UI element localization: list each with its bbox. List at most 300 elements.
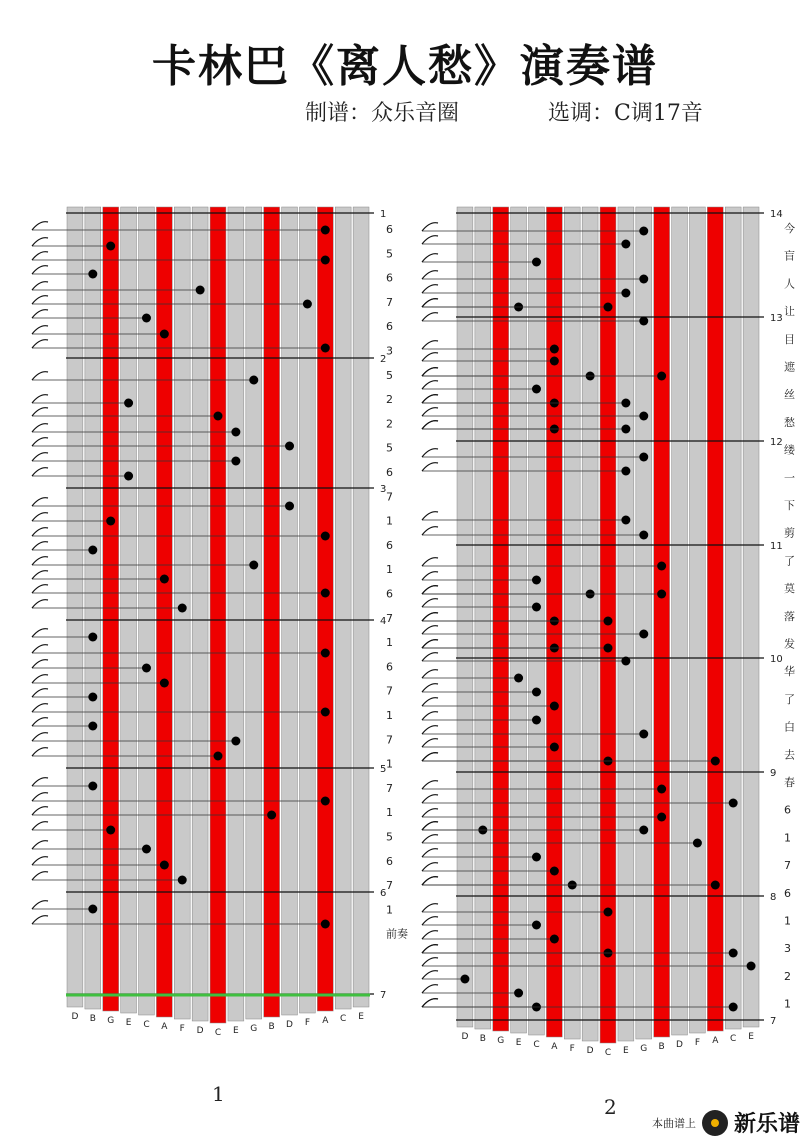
kalimba-key — [335, 207, 351, 1009]
key-label: D — [676, 1040, 683, 1050]
kalimba-key — [636, 207, 652, 1039]
rhythm-flag — [32, 857, 48, 865]
note-dot — [532, 603, 541, 612]
kalimba-key — [139, 207, 155, 1015]
lyric-char: 盲 — [784, 249, 795, 263]
key-label: B — [268, 1022, 275, 1032]
rhythm-flag — [422, 712, 438, 720]
key-label: E — [515, 1038, 522, 1048]
lyric-char: 1 — [784, 914, 791, 928]
note-dot — [321, 256, 330, 265]
kalimba-key — [156, 207, 172, 1017]
rhythm-flag — [32, 408, 48, 416]
bar-number: 8 — [770, 892, 777, 903]
rhythm-flag — [32, 718, 48, 726]
rhythm-flag — [422, 341, 438, 349]
note-dot — [639, 630, 648, 639]
bar-number: 6 — [380, 888, 387, 899]
right-note: 5 — [386, 441, 393, 455]
note-dot — [124, 399, 133, 408]
rhythm-flag — [32, 571, 48, 579]
lyric-char: 让 — [784, 305, 795, 319]
rhythm-flag — [422, 527, 438, 535]
right-note: 7 — [386, 295, 393, 309]
note-dot — [604, 617, 613, 626]
note-dot — [321, 649, 330, 658]
right-note: 5 — [386, 830, 393, 844]
rhythm-flag — [422, 381, 438, 389]
note-dot — [303, 300, 312, 309]
sheet-2 — [422, 207, 796, 1058]
note-dot — [729, 1003, 738, 1012]
bar-number: 12 — [770, 437, 783, 448]
rhythm-flag — [422, 945, 438, 953]
right-note: 3 — [386, 344, 393, 358]
rhythm-flag — [32, 424, 48, 432]
note-dot — [142, 845, 151, 854]
lyric-char: 春 — [784, 776, 795, 789]
kalimba-key — [672, 207, 688, 1035]
rhythm-flag — [422, 640, 438, 648]
note-dot — [621, 399, 630, 408]
key-label: C — [340, 1014, 347, 1024]
note-dot — [88, 633, 97, 642]
rhythm-flag — [32, 453, 48, 461]
note-dot — [321, 532, 330, 541]
key-label: B — [479, 1034, 486, 1044]
rhythm-flag — [32, 252, 48, 260]
rhythm-flag — [422, 558, 438, 566]
rhythm-flag — [422, 985, 438, 993]
right-note: 2 — [386, 393, 393, 407]
note-dot — [532, 853, 541, 862]
rhythm-flag — [422, 684, 438, 692]
note-dot — [160, 861, 169, 870]
note-dot — [142, 314, 151, 323]
note-dot — [729, 799, 738, 808]
rhythm-flag — [422, 849, 438, 857]
rhythm-flag — [422, 285, 438, 293]
lyric-char: 剪 — [784, 526, 795, 540]
right-note: 7 — [386, 684, 393, 698]
note-dot — [657, 562, 666, 571]
note-dot — [604, 908, 613, 917]
note-dot — [532, 258, 541, 267]
lyric-char: 6 — [784, 803, 791, 817]
rhythm-flag — [422, 353, 438, 361]
right-note: 6 — [386, 538, 393, 552]
bar-number: 2 — [380, 354, 387, 365]
rhythm-flag — [422, 599, 438, 607]
key-label: A — [712, 1036, 719, 1046]
rhythm-flag — [422, 408, 438, 416]
kalimba-key — [264, 207, 280, 1017]
rhythm-flag — [422, 313, 438, 321]
bar-number: 11 — [770, 541, 783, 552]
kalimba-key — [618, 207, 634, 1041]
lyric-char: 了 — [784, 554, 795, 568]
page-title: 卡林巴《离人愁》演奏谱 — [152, 41, 658, 92]
note-dot — [711, 881, 720, 890]
key-label: A — [161, 1022, 168, 1032]
note-dot — [550, 743, 559, 752]
note-dot — [550, 702, 559, 711]
right-note: 2 — [386, 417, 393, 431]
rhythm-flag — [422, 904, 438, 912]
rhythm-flag — [32, 266, 48, 274]
note-dot — [657, 813, 666, 822]
record-icon — [702, 1110, 728, 1136]
rhythm-flag — [422, 586, 438, 594]
rhythm-flag — [32, 807, 48, 815]
right-note: 前奏 — [386, 927, 408, 941]
rhythm-flag — [32, 901, 48, 909]
note-dot — [729, 949, 738, 958]
rhythm-flag — [32, 704, 48, 712]
kalimba-key — [317, 207, 333, 1011]
key-label: G — [250, 1024, 258, 1034]
rhythm-flag — [422, 781, 438, 789]
key-label: A — [322, 1016, 329, 1026]
right-note: 6 — [386, 854, 393, 868]
right-note: 7 — [386, 879, 393, 893]
rhythm-flag — [32, 395, 48, 403]
right-note: 6 — [386, 587, 393, 601]
kalimba-key — [493, 207, 509, 1031]
rhythm-flag — [32, 872, 48, 880]
lyric-char: 落 — [784, 609, 795, 623]
note-dot — [532, 385, 541, 394]
note-dot — [532, 716, 541, 725]
rhythm-flag — [422, 271, 438, 279]
rhythm-flag — [422, 449, 438, 457]
note-dot — [321, 708, 330, 717]
note-dot — [106, 242, 115, 251]
rhythm-flag — [422, 653, 438, 661]
lyric-char: 1 — [784, 831, 791, 845]
right-note: 7 — [386, 611, 393, 625]
key-label: A — [551, 1042, 558, 1052]
key-label: D — [586, 1046, 594, 1056]
note-dot — [321, 344, 330, 353]
rhythm-flag — [422, 236, 438, 244]
key-label: B — [658, 1042, 665, 1052]
note-dot — [621, 467, 630, 476]
right-note: 6 — [386, 223, 393, 236]
key-label: E — [233, 1026, 239, 1036]
right-note: 7 — [386, 781, 393, 795]
rhythm-flag — [422, 698, 438, 706]
lyric-char: 缕 — [784, 443, 795, 457]
note-dot — [88, 693, 97, 702]
rhythm-flag — [422, 835, 438, 843]
rhythm-flag — [422, 670, 438, 678]
key-label: E — [125, 1018, 132, 1028]
note-dot — [88, 722, 97, 731]
rhythm-flag — [32, 778, 48, 786]
kalimba-key — [707, 207, 723, 1031]
note-dot — [550, 935, 559, 944]
right-note: 6 — [386, 271, 393, 285]
right-note: 1 — [386, 903, 393, 917]
note-dot — [621, 516, 630, 525]
rhythm-flag — [32, 438, 48, 446]
note-dot — [106, 517, 115, 526]
kalimba-key — [564, 207, 580, 1039]
rhythm-flag — [422, 299, 438, 307]
lyric-char: 3 — [784, 942, 791, 956]
note-dot — [550, 357, 559, 366]
kalimba-key — [654, 207, 670, 1037]
right-note: 6 — [386, 466, 393, 479]
rhythm-flag — [422, 626, 438, 634]
bar-number: 1 — [380, 209, 387, 220]
key-label: 选调：C调17音 — [548, 101, 703, 126]
note-dot — [621, 289, 630, 298]
rhythm-flag — [32, 557, 48, 565]
rhythm-flag — [422, 958, 438, 966]
rhythm-flag — [32, 296, 48, 304]
note-dot — [532, 576, 541, 585]
kalimba-key — [67, 207, 83, 1007]
note-dot — [460, 975, 469, 984]
rhythm-flag — [32, 822, 48, 830]
note-dot — [321, 920, 330, 929]
right-note: 6 — [386, 320, 393, 334]
lyric-char: 目 — [784, 332, 795, 346]
lyric-char: 白 — [784, 720, 795, 734]
rhythm-flag — [32, 660, 48, 668]
note-dot — [639, 453, 648, 462]
kalimba-key — [174, 207, 190, 1019]
bar-number: 5 — [380, 764, 387, 775]
bar-number: 7 — [380, 990, 387, 1001]
right-note: 5 — [386, 368, 393, 382]
rhythm-flag — [32, 841, 48, 849]
right-note: 1 — [386, 806, 393, 820]
rhythm-flag — [422, 254, 438, 262]
rhythm-flag — [422, 999, 438, 1007]
note-dot — [249, 561, 258, 570]
rhythm-flag — [422, 726, 438, 734]
note-dot — [621, 657, 630, 666]
rhythm-flag — [422, 613, 438, 621]
rhythm-flag — [422, 971, 438, 979]
right-note: 5 — [386, 247, 393, 261]
rhythm-flag — [32, 733, 48, 741]
note-dot — [178, 604, 187, 613]
page-number-1: 1 — [212, 1082, 225, 1106]
key-label: G — [640, 1044, 648, 1054]
rhythm-flag — [32, 513, 48, 521]
note-dot — [639, 275, 648, 284]
lyric-char: 1 — [784, 997, 791, 1011]
note-dot — [160, 575, 169, 584]
kalimba-key — [689, 207, 705, 1033]
right-note: 1 — [386, 757, 393, 771]
brand-name: 新乐谱 — [733, 1112, 800, 1137]
right-note: 1 — [386, 514, 393, 528]
lyric-char: 去 — [784, 748, 795, 762]
lyric-char: 莫 — [784, 582, 795, 596]
lyric-char: 2 — [784, 969, 791, 983]
note-dot — [267, 811, 276, 820]
note-dot — [657, 590, 666, 599]
note-dot — [604, 644, 613, 653]
rhythm-flag — [32, 748, 48, 756]
note-dot — [231, 428, 240, 437]
page-number-2: 2 — [604, 1095, 617, 1119]
key-label: G — [107, 1016, 115, 1026]
note-dot — [321, 797, 330, 806]
bar-number: 3 — [380, 484, 387, 495]
note-dot — [196, 286, 205, 295]
rhythm-flag — [32, 600, 48, 608]
lyric-char: 7 — [784, 859, 791, 873]
note-dot — [214, 412, 223, 421]
note-dot — [550, 345, 559, 354]
rhythm-flag — [422, 395, 438, 403]
key-label: D — [461, 1032, 469, 1042]
key-label: C — [214, 1028, 222, 1038]
rhythm-flag — [32, 675, 48, 683]
note-dot — [550, 867, 559, 876]
rhythm-flag — [422, 368, 438, 376]
note-dot — [285, 502, 294, 511]
rhythm-flag — [32, 645, 48, 653]
note-dot — [321, 226, 330, 235]
kalimba-key — [192, 207, 208, 1021]
bar-number: 13 — [770, 313, 783, 324]
note-dot — [214, 752, 223, 761]
note-dot — [657, 372, 666, 381]
note-dot — [142, 664, 151, 673]
key-label: D — [286, 1020, 293, 1030]
key-label: G — [497, 1036, 505, 1046]
rhythm-flag — [422, 739, 438, 747]
kalimba-key — [475, 207, 491, 1029]
rhythm-flag — [32, 498, 48, 506]
key-label: C — [730, 1034, 737, 1044]
rhythm-flag — [32, 222, 48, 230]
rhythm-flag — [32, 238, 48, 246]
rhythm-flag — [422, 572, 438, 580]
lyric-char: 下 — [784, 499, 795, 512]
right-note: 7 — [386, 490, 393, 504]
note-dot — [621, 425, 630, 434]
rhythm-flag — [32, 629, 48, 637]
bar-number: 14 — [770, 209, 783, 220]
note-dot — [711, 757, 720, 766]
right-note: 7 — [386, 733, 393, 747]
rhythm-flag — [422, 917, 438, 925]
bar-number: 4 — [380, 616, 387, 627]
right-note: 1 — [386, 636, 393, 650]
note-dot — [231, 737, 240, 746]
kalimba-key — [511, 207, 527, 1033]
arranger-credit: 制谱：众乐音圈 — [305, 101, 460, 126]
lyric-char: 人 — [784, 277, 795, 291]
bar-number: 9 — [770, 768, 777, 779]
note-dot — [747, 962, 756, 971]
note-dot — [604, 303, 613, 312]
lyric-char: 丝 — [784, 388, 795, 402]
note-dot — [88, 270, 97, 279]
lyric-char: 了 — [784, 692, 795, 706]
sheet-1 — [32, 207, 408, 1038]
rhythm-flag — [422, 931, 438, 939]
key-label: C — [533, 1040, 540, 1050]
rhythm-flag — [422, 512, 438, 520]
lyric-char: 遮 — [784, 360, 795, 374]
note-dot — [88, 905, 97, 914]
note-dot — [88, 546, 97, 555]
note-dot — [621, 240, 630, 249]
rhythm-flag — [422, 421, 438, 429]
note-dot — [657, 785, 666, 794]
bar-number: 7 — [770, 1016, 777, 1027]
site-logo — [652, 1107, 800, 1138]
kalimba-key — [103, 207, 119, 1011]
rhythm-flag — [422, 877, 438, 885]
key-label: F — [304, 1018, 311, 1028]
key-label: E — [358, 1012, 364, 1022]
note-dot — [639, 826, 648, 835]
key-label: E — [623, 1046, 629, 1056]
rhythm-flag — [422, 753, 438, 761]
lyric-char: 华 — [784, 665, 795, 679]
note-dot — [693, 839, 702, 848]
key-label: E — [748, 1032, 754, 1042]
note-dot — [514, 989, 523, 998]
key-label: F — [569, 1044, 575, 1054]
lyric-char: 愁 — [784, 415, 795, 429]
note-dot — [106, 826, 115, 835]
bar-number: 10 — [770, 654, 783, 665]
rhythm-flag — [32, 282, 48, 290]
kalimba-key — [743, 207, 759, 1027]
key-label: C — [604, 1048, 612, 1058]
rhythm-flag — [32, 585, 48, 593]
note-dot — [639, 730, 648, 739]
note-dot — [532, 921, 541, 930]
kalimba-key — [582, 207, 598, 1041]
rhythm-flag — [422, 795, 438, 803]
rhythm-flag — [422, 809, 438, 817]
note-dot — [160, 330, 169, 339]
key-label: F — [694, 1038, 701, 1048]
rhythm-flag — [32, 916, 48, 924]
rhythm-flag — [32, 340, 48, 348]
rhythm-flag — [32, 468, 48, 476]
note-dot — [285, 442, 294, 451]
kalimba-key — [725, 207, 741, 1029]
rhythm-flag — [32, 372, 48, 380]
kalimba-key — [228, 207, 244, 1021]
note-dot — [639, 317, 648, 326]
note-dot — [249, 376, 258, 385]
key-label: D — [71, 1012, 79, 1022]
right-note: 6 — [386, 660, 393, 674]
rhythm-flag — [32, 326, 48, 334]
lyric-char: 6 — [784, 886, 791, 900]
right-note: 1 — [386, 709, 393, 722]
note-dot — [88, 782, 97, 791]
key-label: F — [179, 1024, 185, 1034]
rhythm-flag — [32, 542, 48, 550]
key-label: D — [196, 1026, 204, 1036]
rhythm-flag — [422, 822, 438, 830]
